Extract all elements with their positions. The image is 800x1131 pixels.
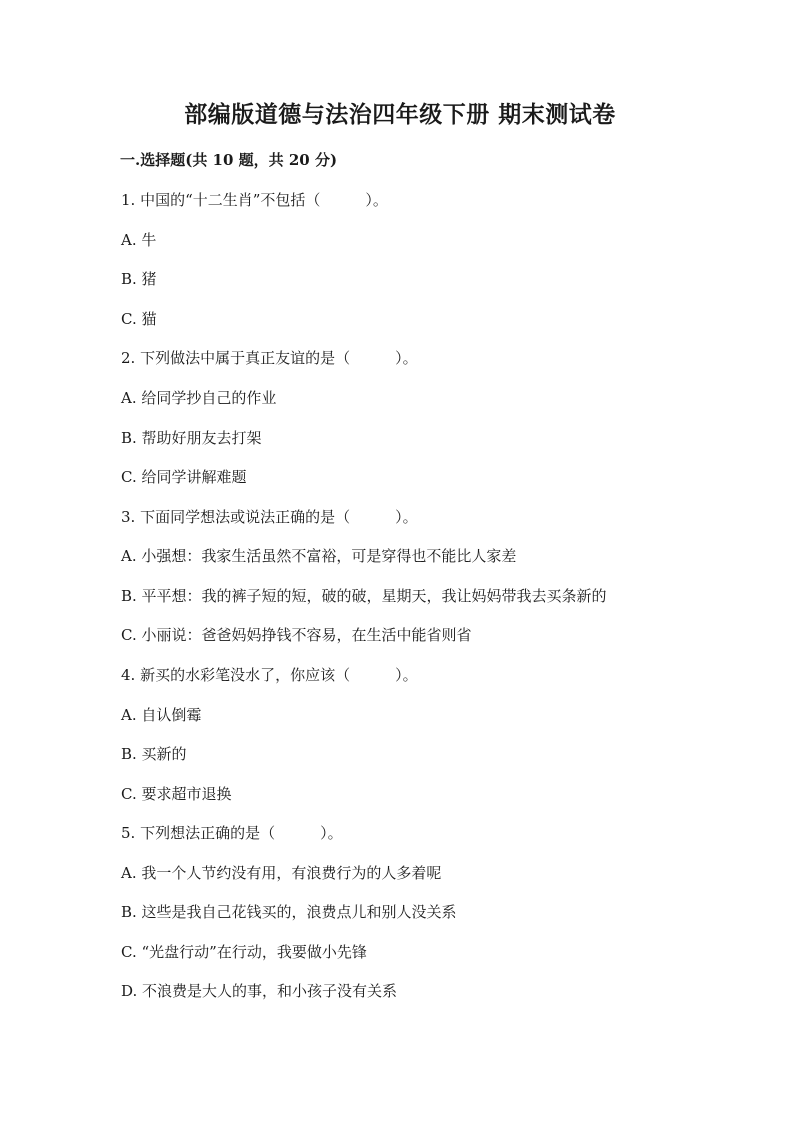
question-1-option-c: C. 猫 [121,310,157,328]
question-4-option-c: C. 要求超市退换 [121,785,232,803]
question-4-stem: 4. 新买的水彩笔没水了，你应该（ ）。 [121,666,418,684]
question-1-stem: 1. 中国的“十二生肖”不包括（ ）。 [121,191,388,209]
question-5-option-a: A. 我一个人节约没有用，有浪费行为的人多着呢 [121,864,442,882]
question-2-option-a: A. 给同学抄自己的作业 [121,389,277,407]
question-3-option-a: A. 小强想：我家生活虽然不富裕，可是穿得也不能比人家差 [121,547,517,565]
question-5-option-b: B. 这些是我自己花钱买的，浪费点儿和别人没关系 [121,903,457,921]
question-5-stem: 5. 下列想法正确的是（ ）。 [121,824,343,842]
question-2-stem: 2. 下列做法中属于真正友谊的是（ ）。 [121,349,418,367]
question-2-option-b: B. 帮助好朋友去打架 [121,429,262,447]
question-5-option-c: C. “光盘行动”在行动，我要做小先锋 [121,943,367,961]
question-1-option-b: B. 猪 [121,270,157,288]
question-3-stem: 3. 下面同学想法或说法正确的是（ ）。 [121,508,418,526]
question-5-option-d: D. 不浪费是大人的事，和小孩子没有关系 [121,982,398,1000]
question-3-option-b: B. 平平想：我的裤子短的短，破的破，星期天，我让妈妈带我去买条新的 [121,587,607,605]
section-heading: 一.选择题(共 10 题，共 20 分) [120,151,338,169]
question-2-option-c: C. 给同学讲解难题 [121,468,247,486]
question-4-option-b: B. 买新的 [121,745,187,763]
page-title: 部编版道德与法治四年级下册 期末测试卷 [184,101,616,128]
question-1-option-a: A. 牛 [121,231,157,249]
question-4-option-a: A. 自认倒霉 [121,706,202,724]
question-3-option-c: C. 小丽说：爸爸妈妈挣钱不容易，在生活中能省则省 [121,626,472,644]
